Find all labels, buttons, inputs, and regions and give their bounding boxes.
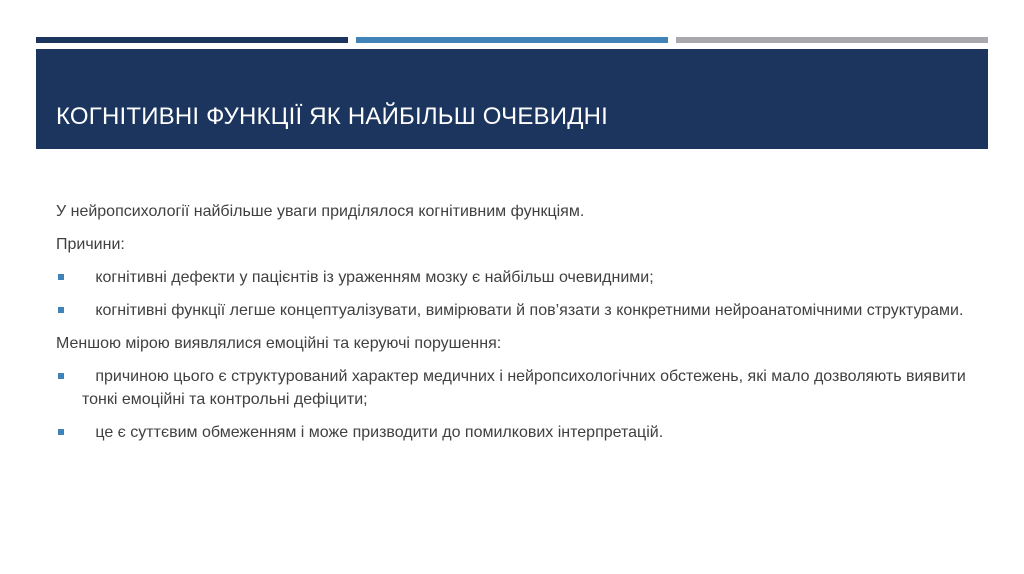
square-bullet-icon xyxy=(58,274,64,280)
list-item-text: це є суттєвим обмеженням і може призводити до помилкових інтерпретацій. xyxy=(95,424,664,441)
list-item-text: причиною цього є структурований характер медичних і нейропсихологічних обстежень, які мало дозволяють виявити тонкі емоційні та контрольні дефіцити; xyxy=(82,368,966,408)
list-item xyxy=(56,421,976,444)
square-bullet-icon xyxy=(58,429,64,435)
top-accent-bar-dark xyxy=(36,37,348,43)
square-bullet-icon xyxy=(58,307,64,313)
slide-title: КОГНІТИВНІ ФУНКЦІЇ ЯК НАЙБІЛЬШ ОЧЕВИДНІ xyxy=(56,103,609,130)
title-banner xyxy=(36,49,988,149)
list-item xyxy=(56,365,976,411)
top-accent-bar-gray xyxy=(676,37,988,43)
intro-paragraph: У нейропсихології найбільше уваги приділялося когнітивним функціям. xyxy=(56,203,585,220)
list-item-text: когнітивні дефекти у пацієнтів із ураженням мозку є найбільш очевидними; xyxy=(95,269,654,286)
list-item xyxy=(56,299,976,322)
list-item xyxy=(56,266,976,289)
list-item-text: когнітивні функції легше концептуалізувати, вимірювати й пов’язати з конкретними нейроанатомічними структурами. xyxy=(95,302,964,319)
lesser-label: Меншою мірою виявлялися емоційні та керуючі порушення: xyxy=(56,335,502,352)
square-bullet-icon xyxy=(58,373,64,379)
reasons-label: Причини: xyxy=(56,236,125,253)
slide-body xyxy=(56,200,976,454)
top-accent-bar-blue xyxy=(356,37,668,43)
